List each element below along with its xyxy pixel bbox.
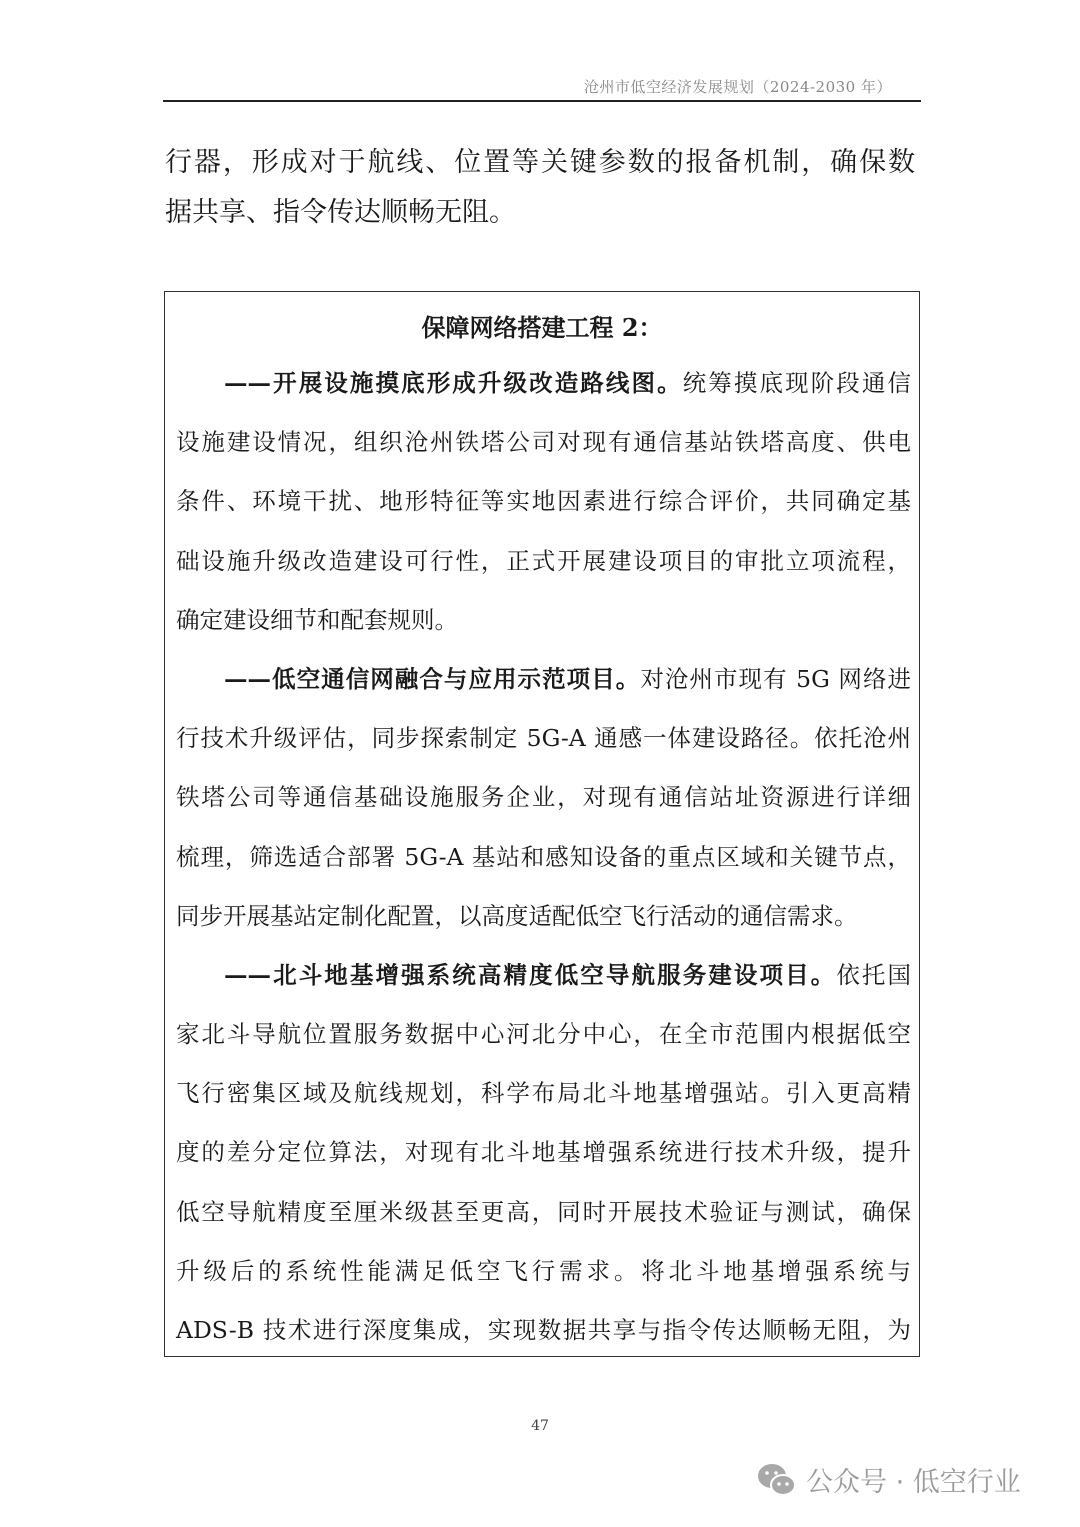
text-line: 行技术升级评估，同步探索制定 5G-A 通感一体建设路径。依托沧州: [176, 724, 911, 753]
text-line: 家北斗导航位置服务数据中心河北分中心，在全市范围内根据低空: [176, 1020, 911, 1049]
text-line: 低空导航精度至厘米级甚至更高，同时开展技术验证与测试，确保: [176, 1197, 911, 1226]
text-run: 依托国: [836, 960, 912, 989]
text-line: 设施建设情况，组织沧州铁塔公司对现有通信基站铁塔高度、供电: [176, 428, 911, 457]
text-line: 同步开展基站定制化配置，以高度适配低空飞行活动的通信需求。: [176, 901, 858, 930]
paragraph-2: [176, 650, 911, 946]
lead-title: ——低空通信网融合与应用示范项目。: [224, 664, 641, 693]
text-line: [176, 650, 911, 709]
text-line: 条件、环境干扰、地形特征等实地因素进行综合评价，共同确定基: [176, 487, 911, 516]
box-body: [176, 354, 911, 1360]
paragraph-3: [176, 946, 911, 1360]
paragraph-1: [176, 354, 911, 650]
text-line: 梳理，筛选适合部署 5G-A 基站和感知设备的重点区域和关键节点，: [176, 842, 911, 871]
intro-paragraph: [165, 138, 915, 238]
project-box: [164, 291, 920, 1357]
watermark: [756, 1460, 1021, 1499]
wechat-icon: [756, 1462, 798, 1498]
text-line: ADS-B 技术进行深度集成，实现数据共享与指令传达顺畅无阻，为: [176, 1316, 911, 1344]
text-run: 统筹摸底现阶段通信: [682, 369, 912, 397]
text-line: 行器，形成对于航线、位置等关键参数的报备机制，确保数: [165, 147, 915, 178]
text-line: 飞行密集区域及航线规划，科学布局北斗地基增强站。引入更高精: [176, 1079, 911, 1108]
text-line: 据共享、指令传达顺畅无阻。: [165, 197, 516, 228]
text-line: [176, 354, 911, 413]
text-line: 度的差分定位算法，对现有北斗地基增强系统进行技术升级，提升: [176, 1138, 911, 1167]
text-line: 础设施升级改造建设可行性，正式开展建设项目的审批立项流程，: [176, 546, 911, 575]
text-line: 升级后的系统性能满足低空飞行需求。将北斗地基增强系统与: [176, 1256, 911, 1285]
text-line: 铁塔公司等通信基础设施服务企业，对现有通信站址资源进行详细: [176, 783, 911, 812]
text-line: [176, 946, 911, 1005]
page-number: 47: [531, 1418, 549, 1434]
box-title: 保障网络搭建工程 2：: [421, 313, 663, 342]
text-line: 确定建设细节和配套规则。: [176, 605, 458, 634]
running-header: 沧州市低空经济发展规划（2024-2030 年）: [583, 78, 892, 96]
text-run: 对沧州市现有 5G 网络进: [640, 664, 912, 693]
lead-title: ——开展设施摸底形成升级改造路线图。: [224, 369, 683, 397]
lead-title: ——北斗地基增强系统高精度低空导航服务建设项目。: [224, 960, 837, 989]
watermark-text: 公众号 · 低空行业: [806, 1467, 1021, 1498]
header-rule: [163, 100, 921, 102]
